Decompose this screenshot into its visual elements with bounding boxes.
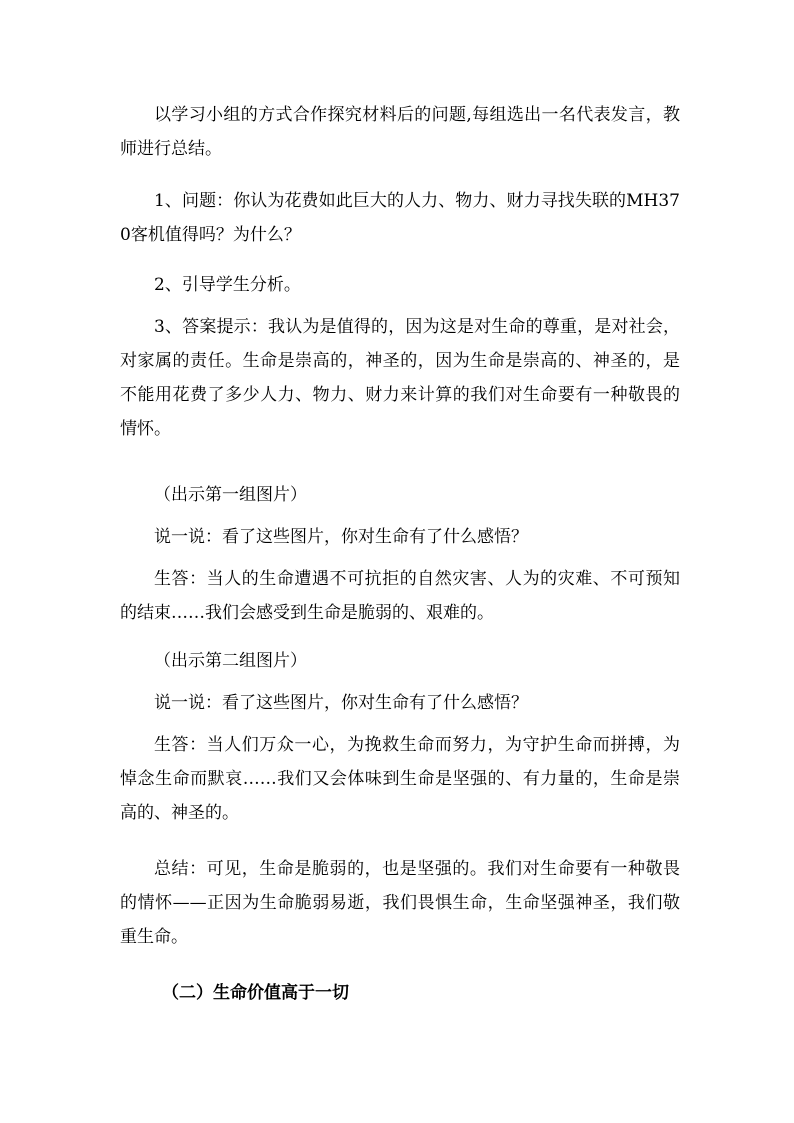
paragraph-guide-analysis: 2、引导学生分析。 [154,275,301,295]
paragraph-show-first-group: （出示第一组图片） [154,485,307,505]
paragraph-student-answer-second: 生答：当人们万众一心，为挽救生命而努力，为守护生命而拼搏，为悼念生命而默哀……我们又会体味到生命是坚强的、有力量的，生命是崇高的、神圣的。 [120,735,680,823]
paragraph-summary: 总结：可见，生命是脆弱的，也是坚强的。我们对生命要有一种敬畏的情怀——正因为生命脆弱易逝，我们畏惧生命，生命坚强神圣，我们敬重生命。 [120,859,680,947]
paragraph-talk-second: 说一说：看了这些图片，你对生命有了什么感悟？ [154,693,528,713]
paragraph-group-discussion: 以学习小组的方式合作探究材料后的问题,每组选出一名代表发言，教师进行总结。 [120,105,680,159]
paragraph-show-second-group: （出示第二组图片） [154,651,307,671]
paragraph-student-answer-first: 生答：当人的生命遭遇不可抗拒的自然灾害、人为的灾难、不可预知的结束……我们会感受到生命是脆弱的、艰难的。 [120,569,680,623]
paragraph-answer-hint: 3、答案提示：我认为是值得的，因为这是对生命的尊重，是对社会，对家属的责任。生命是崇高的，神圣的，因为生命是崇高的、神圣的，是不能用花费了多少人力、物力、财力来计算的我们对生命要有一种敬畏的情怀。 [120,317,680,439]
section-heading: （二）生命价值高于一切 [162,983,349,1003]
paragraph-talk-first: 说一说：看了这些图片，你对生命有了什么感悟？ [154,527,528,547]
paragraph-question: 1、问题：你认为花费如此巨大的人力、物力、财力寻找失联的MH370客机值得吗？为什么？ [120,191,680,245]
